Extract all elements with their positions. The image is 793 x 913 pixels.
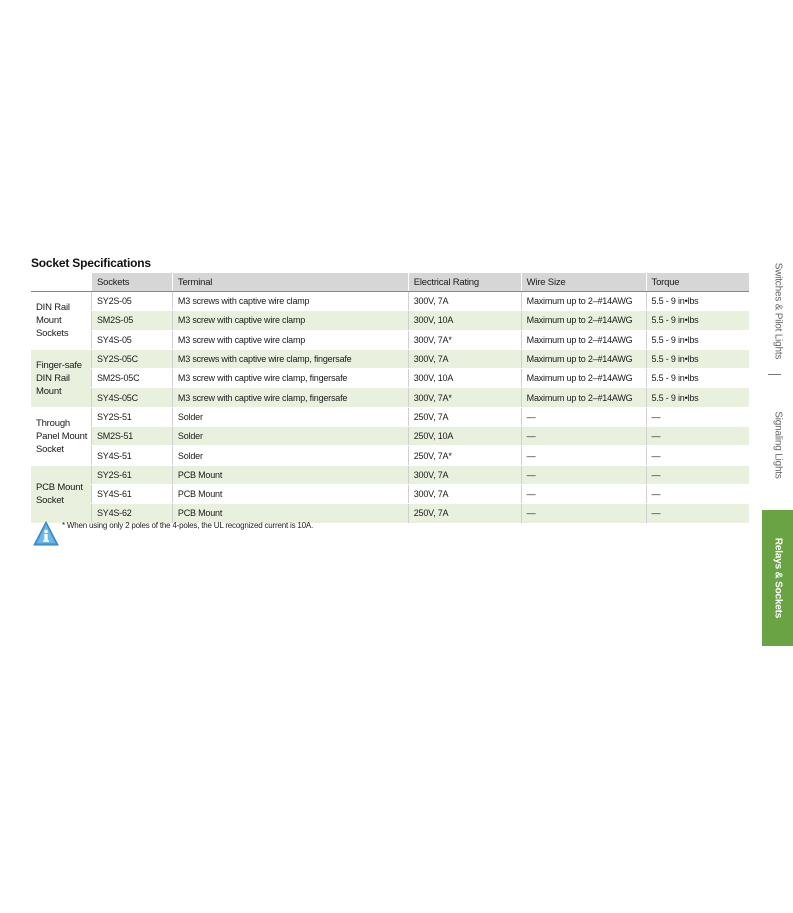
torque-cell: —: [646, 427, 749, 446]
table-row: [31, 465, 749, 484]
terminal-cell: M3 screw with captive wire clamp, fingersafe: [172, 369, 408, 388]
terminal-cell: M3 screws with captive wire clamp: [172, 292, 408, 311]
side-tab-label: Signaling Lights: [772, 411, 783, 479]
rating-cell: 250V, 7A: [408, 504, 521, 523]
table-group: [31, 407, 749, 465]
info-icon: [33, 521, 59, 547]
rating-cell: 300V, 7A: [408, 349, 521, 368]
rating-cell: 300V, 7A*: [408, 330, 521, 349]
table-row: [31, 484, 749, 503]
socket-cell: SY4S-05: [91, 330, 172, 349]
terminal-cell: PCB Mount: [172, 504, 408, 523]
table-row: [31, 446, 749, 465]
wire-size-cell: Maximum up to 2–#14AWG: [521, 388, 646, 407]
table-group: [31, 465, 749, 523]
terminal-cell: Solder: [172, 446, 408, 465]
header-sockets: Sockets: [91, 273, 172, 292]
wire-size-cell: Maximum up to 2–#14AWG: [521, 330, 646, 349]
group-label: DIN Rail Mount Sockets: [31, 292, 91, 350]
socket-cell: SY2S-51: [91, 407, 172, 426]
table-row: [31, 311, 749, 330]
wire-size-cell: Maximum up to 2–#14AWG: [521, 292, 646, 311]
terminal-cell: Solder: [172, 407, 408, 426]
socket-cell: SY4S-05C: [91, 388, 172, 407]
table-header-row: [31, 273, 749, 292]
terminal-cell: Solder: [172, 427, 408, 446]
torque-cell: 5.5 - 9 in•lbs: [646, 388, 749, 407]
wire-size-cell: —: [521, 504, 646, 523]
terminal-cell: M3 screw with captive wire clamp, fingersafe: [172, 388, 408, 407]
rating-cell: 250V, 10A: [408, 427, 521, 446]
side-tab-divider: [768, 374, 781, 375]
socket-cell: SY4S-62: [91, 504, 172, 523]
table-group: [31, 349, 749, 407]
torque-cell: —: [646, 465, 749, 484]
torque-cell: 5.5 - 9 in•lbs: [646, 311, 749, 330]
socket-spec-table: [31, 273, 749, 524]
wire-size-cell: —: [521, 465, 646, 484]
wire-size-cell: —: [521, 407, 646, 426]
header-blank: [31, 273, 91, 292]
wire-size-cell: —: [521, 446, 646, 465]
socket-cell: SM2S-05: [91, 311, 172, 330]
side-tab-relays-sockets[interactable]: [762, 510, 793, 646]
torque-cell: 5.5 - 9 in•lbs: [646, 349, 749, 368]
socket-cell: SY4S-61: [91, 484, 172, 503]
side-tab-label: Switches & Pilot Lights: [772, 262, 783, 359]
header-electrical-rating: Electrical Rating: [408, 273, 521, 292]
header-terminal: Terminal: [172, 273, 408, 292]
rating-cell: 300V, 7A: [408, 292, 521, 311]
table-row: [31, 407, 749, 426]
rating-cell: 300V, 7A: [408, 465, 521, 484]
socket-cell: SY2S-05C: [91, 349, 172, 368]
table-row: [31, 369, 749, 388]
wire-size-cell: —: [521, 427, 646, 446]
socket-cell: SY2S-61: [91, 465, 172, 484]
torque-cell: 5.5 - 9 in•lbs: [646, 292, 749, 311]
torque-cell: —: [646, 407, 749, 426]
socket-cell: SY4S-51: [91, 446, 172, 465]
table-row: [31, 427, 749, 446]
torque-cell: 5.5 - 9 in•lbs: [646, 330, 749, 349]
section-title: Socket Specifications: [31, 256, 151, 270]
rating-cell: 250V, 7A*: [408, 446, 521, 465]
terminal-cell: M3 screw with captive wire clamp: [172, 330, 408, 349]
rating-cell: 300V, 7A*: [408, 388, 521, 407]
torque-cell: 5.5 - 9 in•lbs: [646, 369, 749, 388]
terminal-cell: M3 screws with captive wire clamp, fingersafe: [172, 349, 408, 368]
header-wire-size: Wire Size: [521, 273, 646, 292]
header-torque: Torque: [646, 273, 749, 292]
table-row: [31, 330, 749, 349]
torque-cell: —: [646, 484, 749, 503]
table-group: [31, 292, 749, 350]
torque-cell: —: [646, 504, 749, 523]
wire-size-cell: Maximum up to 2–#14AWG: [521, 349, 646, 368]
torque-cell: —: [646, 446, 749, 465]
socket-cell: SM2S-51: [91, 427, 172, 446]
terminal-cell: PCB Mount: [172, 465, 408, 484]
group-label: Finger-safe DIN Rail Mount: [31, 349, 91, 407]
terminal-cell: PCB Mount: [172, 484, 408, 503]
rating-cell: 300V, 7A: [408, 484, 521, 503]
socket-cell: SM2S-05C: [91, 369, 172, 388]
group-label: Through Panel Mount Socket: [31, 407, 91, 465]
table-row: [31, 349, 749, 368]
wire-size-cell: —: [521, 484, 646, 503]
socket-cell: SY2S-05: [91, 292, 172, 311]
side-tab-signaling-lights[interactable]: [762, 405, 793, 485]
side-tab-switches-pilot-lights[interactable]: [762, 258, 793, 363]
table-row: [31, 388, 749, 407]
terminal-cell: M3 screw with captive wire clamp: [172, 311, 408, 330]
wire-size-cell: Maximum up to 2–#14AWG: [521, 369, 646, 388]
rating-cell: 300V, 10A: [408, 311, 521, 330]
group-label: PCB Mount Socket: [31, 465, 91, 523]
wire-size-cell: Maximum up to 2–#14AWG: [521, 311, 646, 330]
footnote: * When using only 2 poles of the 4-poles, the UL recognized current is 10A.: [62, 521, 314, 530]
side-tab-label: Relays & Sockets: [772, 537, 783, 619]
rating-cell: 250V, 7A: [408, 407, 521, 426]
table-row: [31, 292, 749, 311]
rating-cell: 300V, 10A: [408, 369, 521, 388]
